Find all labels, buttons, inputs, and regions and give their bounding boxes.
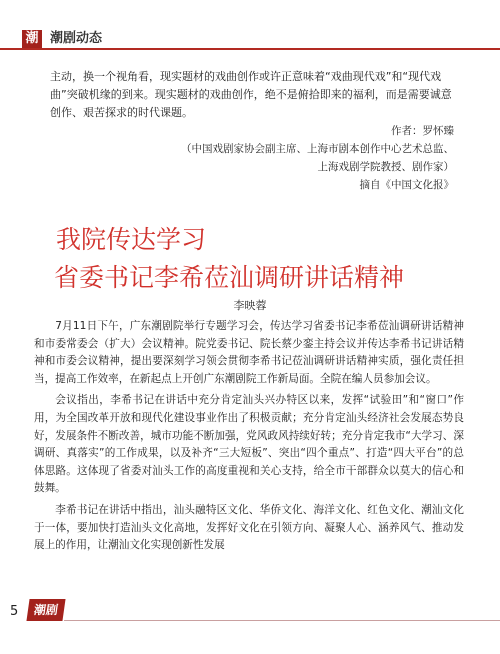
article-paragraph: 李希书记在讲话中指出，汕头融特区文化、华侨文化、海洋文化、红色文化、潮汕文化于一体，要加快打造汕头文化高地，发挥好文化在引领方向、凝聚人心、涵养风气、推动发展上的作用，让潮汕文化实现创新性发展 — [34, 503, 464, 552]
author-line: 作者：罗怀臻 — [391, 125, 454, 137]
continued-paragraph: 主动，换一个视角看，现实题材的戏曲创作或许正意味着“戏曲现代戏”和“现代戏曲”突破机缘的到来。现实题材的戏曲创作，绝不是俯拾即来的福利，而是需要诚意创作、艰苦探求的时代课题。 — [50, 70, 452, 119]
article-body — [34, 318, 464, 559]
footer-logo: 潮剧 — [26, 599, 65, 621]
page-number: 5 — [10, 604, 19, 619]
article-headline — [54, 221, 474, 297]
article-paragraph: 会议指出，李希书记在讲话中充分肯定汕头兴办特区以来，发挥“试验田”和“窗口”作用，为全国改革开放和现代化建设事业作出了积极贡献；充分肯定汕头经济社会发展态势良好，发展条件不断改善，城市功能不断加强，党风政风持续好转；充分肯定我市“大学习、深调研、真落实”的工作成果，以及补齐“三大短板”、突出“四个重点”、打造“四大平台”的总体思路。这体现了省委对汕头工作的高度重视和关心支持，给全市干部群众以莫大的信心和鼓舞。 — [34, 394, 464, 495]
source-line: 摘自《中国文化报》 — [359, 179, 454, 191]
affiliation-line-2: 上海戏剧学院教授、剧作家） — [317, 161, 454, 173]
credits-block — [54, 122, 454, 194]
headline-line-2: 省委书记李希莅汕调研讲话精神 — [54, 262, 405, 292]
section-logo-icon: 潮 — [22, 30, 42, 48]
article-byline: 李映蓉 — [233, 299, 267, 312]
article-paragraph: 7月11日下午，广东潮剧院举行专题学习会，传达学习省委书记李希莅汕调研讲话精神和市委常委会（扩大）会议精神。院党委书记、院长蔡少銮主持会议并传达李希书记讲话精神和市委会议精神，提出要深刻学习领会贯彻李希书记莅汕调研讲话精神实质，强化责任担当，提高工作效率，在新起点上开创广东潮剧院工作新局面。全院在编人员参加会议。 — [34, 320, 464, 385]
page-header — [0, 0, 500, 50]
section-title: 潮剧动态 — [50, 31, 103, 46]
headline-line-1: 我院传达学习 — [56, 224, 207, 254]
footer-divider — [64, 620, 500, 621]
affiliation-line-1: （中国戏剧家协会副主席、上海市剧本创作中心艺术总监、 — [181, 143, 454, 155]
